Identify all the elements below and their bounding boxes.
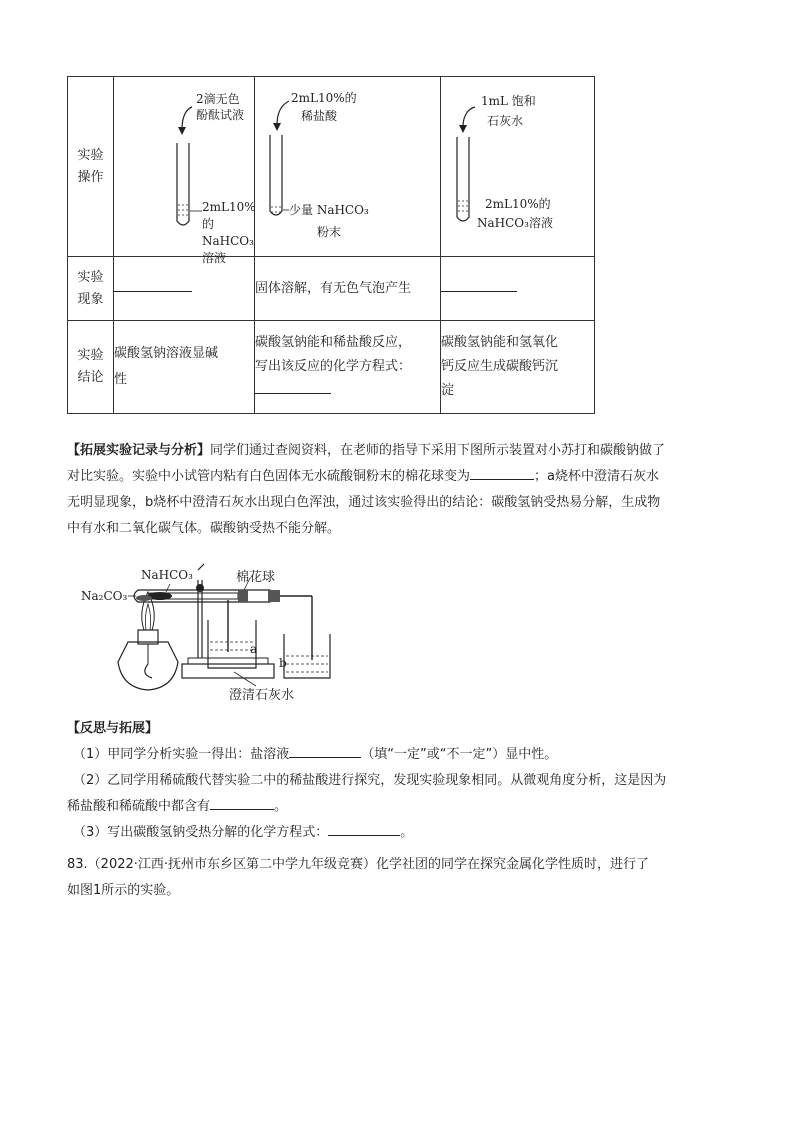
paragraph-line: 中有水和二氧化碳气体。碳酸钠受热不能分解。 — [67, 521, 341, 536]
row-header-text: 实验结论 — [77, 348, 104, 385]
label-na2co3: Na₂CO₃ — [81, 589, 128, 603]
contents-line: 少量 NaHCO₃ — [289, 203, 369, 217]
contents-line: 2mL10%的 — [485, 197, 551, 211]
text: 同学们通过查阅资料，在老师的指导下采用下图所示装置对小苏打和碳酸钠做了 — [210, 443, 666, 458]
row-header-operation — [68, 77, 114, 257]
conclusion-cell-3 — [441, 321, 595, 414]
row-header-conclusion — [68, 321, 114, 414]
section-heading: 【拓展实验记录与分析】 — [67, 443, 211, 458]
conclusion-line: 性 — [114, 372, 128, 387]
reagent-line: 2滴无色 — [196, 92, 240, 106]
conclusion-cell-2 — [255, 321, 441, 414]
next-question — [67, 852, 727, 904]
operation-cell-1 — [114, 77, 256, 265]
text: 对比实验。实验中小试管内粘有白色固体无水硫酸铜粉末的棉花球变为 — [67, 469, 471, 484]
text: （1）甲同学分析实验一得出：盐溶液 — [73, 747, 290, 762]
reagent-line: 2mL10%的 — [291, 91, 357, 105]
paragraph-line: 无明显现象，b烧杯中澄清石灰水出现白色浑浊，通过该实验得出的结论：碳酸氢钠受热易分解，生成物 — [67, 495, 661, 510]
conclusion-line: 碳酸氢钠能和氢氧化 — [441, 335, 559, 350]
text: ；a烧杯中澄清石灰水 — [534, 469, 659, 484]
text: 。 — [274, 799, 288, 814]
paragraph-line: 83.（2022·江西·抚州市东乡区第二中学九年级竞赛）化学社团的同学在探究金属化学性质时，进行了 — [67, 857, 650, 872]
reagent-line: 酚酞试液 — [196, 108, 245, 122]
answer-blank[interactable] — [328, 821, 400, 836]
answer-blank[interactable] — [289, 743, 361, 758]
paragraph-line — [67, 742, 727, 768]
phenomenon-cell-2: 固体溶解，有无色气泡产生 — [255, 257, 441, 321]
contents-label — [202, 199, 256, 267]
label-cotton-ball: 棉花球 — [236, 570, 276, 585]
answer-blank[interactable] — [210, 795, 274, 810]
answer-blank[interactable] — [470, 465, 534, 480]
paragraph-line — [67, 820, 727, 846]
label-beaker-b: b — [279, 656, 287, 670]
answer-blank[interactable] — [441, 277, 517, 292]
experiment-table — [67, 76, 595, 414]
conclusion-line: 碳酸氢钠溶液显碱 — [114, 346, 219, 361]
phenomenon-cell-3 — [441, 257, 595, 321]
conclusion-line: 碳酸氢钠能和稀盐酸反应， — [255, 335, 412, 350]
contents-line: 2mL10%的 — [202, 200, 256, 231]
operation-cell-2 — [255, 77, 441, 257]
reflection-section — [67, 716, 727, 846]
conclusion-line: 写出该反应的化学方程式： — [255, 359, 412, 374]
reagent-line: 石灰水 — [487, 114, 524, 128]
conclusion-line: 淀 — [441, 383, 455, 398]
text: （填“一定”或“不一定”）显中性。 — [361, 747, 558, 762]
row-header-text: 实验操作 — [77, 147, 104, 185]
paragraph-line — [67, 464, 727, 490]
conclusion-cell-1 — [114, 321, 255, 414]
text: （3）写出碳酸氢钠受热分解的化学方程式： — [73, 825, 329, 840]
label-limewater: 澄清石灰水 — [229, 688, 295, 703]
beaker-a-icon — [208, 620, 256, 668]
text: 。 — [400, 825, 414, 840]
operation-cell-3 — [441, 77, 595, 257]
contents-label — [289, 199, 369, 243]
paragraph-line: 如图1所示的实验。 — [67, 883, 180, 898]
table-row — [68, 257, 595, 321]
reagent-line: 稀盐酸 — [301, 109, 338, 123]
heating-apparatus-diagram — [78, 560, 338, 710]
reagent-line: 1mL 饱和 — [481, 94, 536, 108]
paragraph-line — [67, 794, 727, 820]
contents-line: NaHCO₃溶液 — [477, 216, 553, 230]
paragraph-line: （2）乙同学用稀硫酸代替实验二中的稀盐酸进行探究，发现实验现象相同。从微观角度分析，这是因为 — [73, 773, 667, 788]
answer-blank[interactable] — [114, 277, 192, 292]
row-header-phenomenon — [68, 257, 114, 321]
table-row — [68, 321, 595, 414]
label-beaker-a: a — [250, 642, 258, 656]
conclusion-line: 钙反应生成碳酸钙沉 — [441, 359, 559, 374]
table-row — [68, 77, 595, 257]
stand-base-icon — [182, 664, 274, 678]
answer-blank[interactable] — [255, 379, 331, 394]
extension-paragraph — [67, 438, 727, 542]
section-heading: 【反思与拓展】 — [67, 721, 159, 736]
text: 稀盐酸和稀硫酸中都含有 — [67, 799, 211, 814]
contents-line: NaHCO₃溶液 — [202, 234, 254, 265]
row-header-text: 实验现象 — [77, 269, 104, 307]
label-nahco3: NaHCO₃ — [141, 568, 193, 582]
contents-label — [477, 195, 553, 233]
paragraph-line — [67, 438, 727, 464]
contents-line: 粉末 — [317, 225, 342, 239]
